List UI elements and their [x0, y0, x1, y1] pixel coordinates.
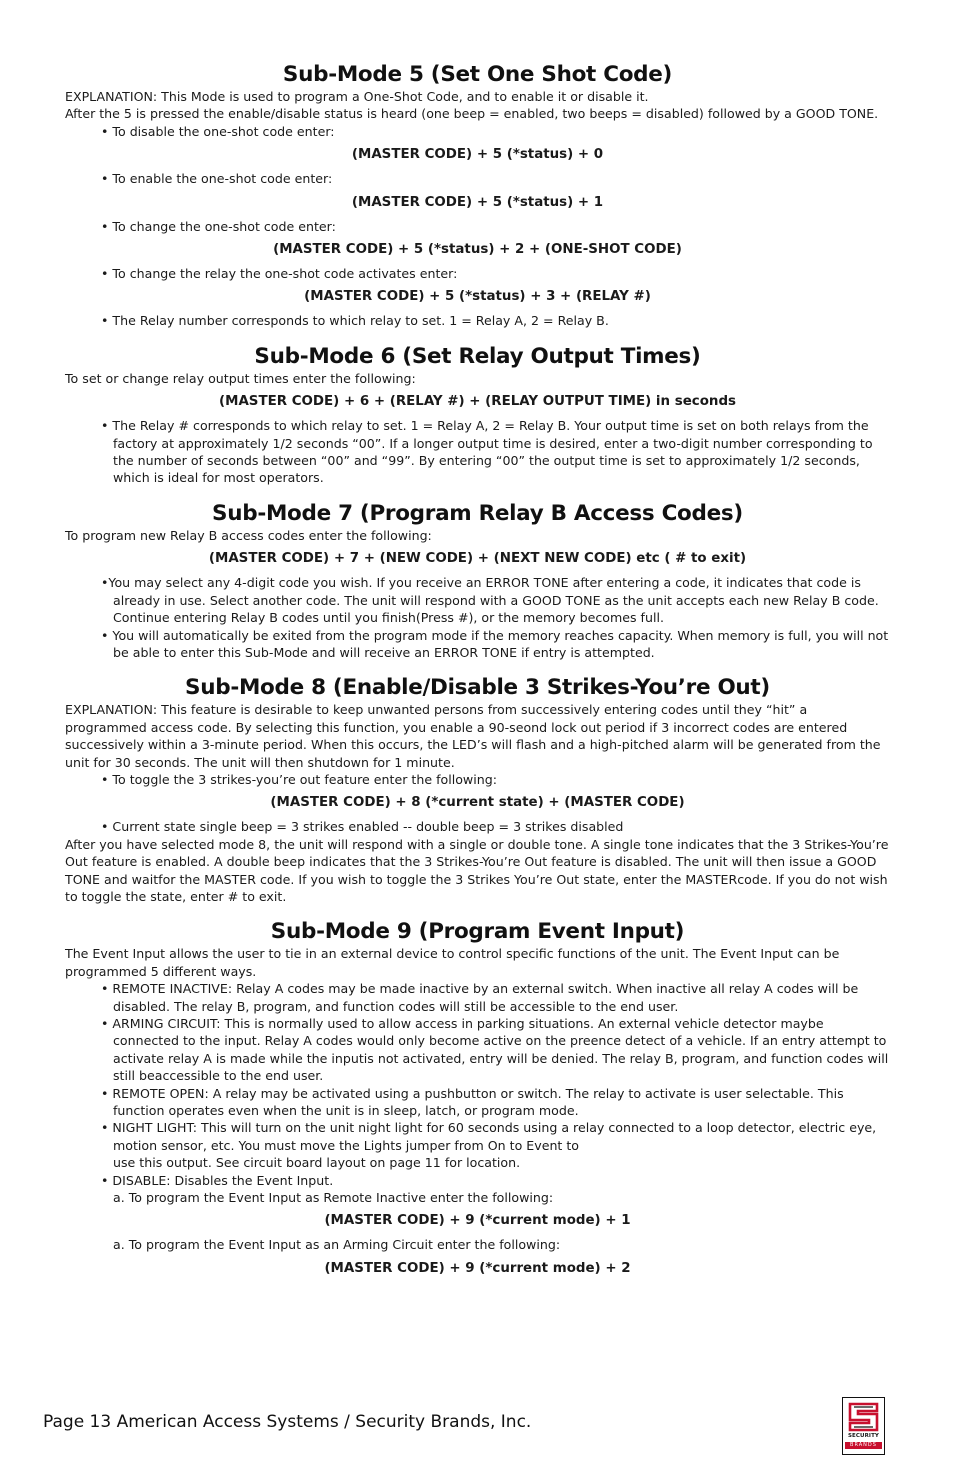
command-line: (MASTER CODE) + 5 (*status) + 0 — [351, 147, 604, 163]
paragraph: After the 5 is pressed the enable/disable status is heard (one beep = enabled, two beeps = disabled) followed by a GOOD TONE. — [65, 106, 879, 122]
command-line: (MASTER CODE) + 9 (*current mode) + 1 — [324, 1213, 631, 1229]
sb-logo-icon — [848, 1402, 879, 1432]
bullet-item: • The Relay number corresponds to which relay to set. 1 = Relay A, 2 = Relay B. — [101, 313, 609, 329]
bullet-item: • REMOTE OPEN: A relay may be activated using a pushbutton or switch. The relay to activate is user selectable. This function operates even when the unit is in sleep, latch, or program mode. — [101, 1085, 844, 1119]
bullet-item: • The Relay # corresponds to which relay to set. 1 = Relay A, 2 = Relay B. Your output time is set on both relays from the factory at approximately 1/2 seconds “00”. If a longer output time is desired, enter a two-digit number corresponding to the number of seconds between “00” and “99”. By entering “00” the output time is set to approximately 1/2 seconds, which is ideal for most operators. — [101, 418, 873, 486]
heading-submode-6: Sub-Mode 6 (Set Relay Output Times) — [254, 343, 701, 369]
bullet-item: • ARMING CIRCUIT: This is normally used to allow access in parking situations. An external vehicle detector maybe connected to the input. Relay A codes would only become active on the preence detect of a vehicle. If an entry attempt to activate relay A is made while the inputis not activated, entry will be denied. The relay B, program, and function codes will still beaccessible to the end user. — [101, 1016, 889, 1084]
paragraph: EXPLANATION: This feature is desirable to keep unwanted persons from successively entering codes until they “hit” a programmed access code. By selecting this function, you enable a 90-seond lock out period if 3 incorrect codes are entered successively within a 3-minute period. When this occurs, the LED’s will flash and a high-pitched alarm will be generated from the unit for 30 seconds. The unit will then shutdown for 1 minute. — [65, 702, 881, 770]
paragraph: After you have selected mode 8, the unit will respond with a single or double tone. A single tone indicates that the 3 Strikes-You’re Out feature is enabled. A double beep indicates that the 3 Strikes-You’re Out feature is disabled. The unit will then issue a GOOD TONE and waitfor the MASTER code. If you wish to toggle the 3 Strikes You’re Out state, enter the MASTERcode. If you do not wish to toggle the state, enter # to exit. — [65, 836, 889, 904]
bullet-item: • NIGHT LIGHT: This will turn on the unit night light for 60 seconds using a relay connected to a loop detector, electric eye, motion sensor, etc. You must move the Lights jumper from On to Event to — [101, 1120, 877, 1153]
bullet-item: • To change the one-shot code enter: — [101, 218, 336, 234]
bullet-item: • Current state single beep = 3 strikes enabled -- double beep = 3 strikes disabled — [101, 819, 624, 835]
command-line: (MASTER CODE) + 6 + (RELAY #) + (RELAY OUTPUT TIME) in seconds — [219, 394, 736, 410]
logo-word-brands: BRANDS — [845, 1442, 882, 1449]
security-brands-logo — [842, 1397, 885, 1455]
command-line: (MASTER CODE) + 5 (*status) + 1 — [351, 194, 604, 210]
bullet-item: • DISABLE: Disables the Event Input. — [101, 1172, 334, 1188]
bullet-continuation: use this output. See circuit board layout on page 11 for location. — [113, 1155, 521, 1171]
bullet-item: • To disable the one-shot code enter: — [101, 123, 335, 139]
command-line: (MASTER CODE) + 8 (*current state) + (MASTER CODE) — [270, 795, 685, 811]
bullet-item: • To enable the one-shot code enter: — [101, 171, 333, 187]
heading-submode-7: Sub-Mode 7 (Program Relay B Access Codes) — [212, 500, 743, 526]
bullet-item: • To toggle the 3 strikes-you’re out feature enter the following: — [101, 771, 497, 787]
bullet-item: • To change the relay the one-shot code activates enter: — [101, 266, 458, 282]
command-line: (MASTER CODE) + 7 + (NEW CODE) + (NEXT NEW CODE) etc ( # to exit) — [208, 551, 747, 567]
logo-word-security: SECURITY — [847, 1433, 880, 1439]
heading-submode-8: Sub-Mode 8 (Enable/Disable 3 Strikes-You’re Out) — [185, 675, 770, 701]
paragraph: To program new Relay B access codes enter the following: — [65, 527, 432, 543]
bullet-item: •You may select any 4-digit code you wish. If you receive an ERROR TONE after entering a code, it indicates that code is already in use. Select another code. The unit will respond with a GOOD TONE as the unit accepts each new Relay B code. Continue entering Relay B codes until you finish(Press #), or the memory becomes full. — [101, 575, 879, 626]
bullet-item: • REMOTE INACTIVE: Relay A codes may be made inactive by an external switch. When inactive all relay A codes will be disabled. The relay B, program, and function codes will still be accessible to the end user. — [101, 981, 859, 1014]
page-footer: Page 13 American Access Systems / Security Brands, Inc. — [43, 1412, 532, 1432]
command-line: (MASTER CODE) + 5 (*status) + 2 + (ONE-SHOT CODE) — [273, 242, 682, 258]
heading-submode-5: Sub-Mode 5 (Set One Shot Code) — [282, 62, 673, 87]
paragraph: The Event Input allows the user to tie in an external device to control specific functions of the unit. The Event Input can be programmed 5 different ways. — [65, 946, 840, 979]
paragraph: To set or change relay output times enter the following: — [65, 370, 416, 386]
paragraph: EXPLANATION: This Mode is used to program a One-Shot Code, and to enable it or disable it. — [65, 89, 649, 104]
sub-item: a. To program the Event Input as Remote Inactive enter the following: — [113, 1190, 554, 1206]
heading-submode-9: Sub-Mode 9 (Program Event Input) — [270, 919, 685, 945]
sub-item: a. To program the Event Input as an Arming Circuit enter the following: — [113, 1237, 561, 1253]
document-page — [65, 62, 890, 1284]
command-line: (MASTER CODE) + 9 (*current mode) + 2 — [324, 1260, 631, 1276]
command-line: (MASTER CODE) + 5 (*status) + 3 + (RELAY #) — [304, 289, 651, 305]
bullet-item: • You will automatically be exited from the program mode if the memory reaches capacity. When memory is full, you will not be able to enter this Sub-Mode and will receive an ERROR TONE if entry is attempted. — [101, 627, 889, 660]
